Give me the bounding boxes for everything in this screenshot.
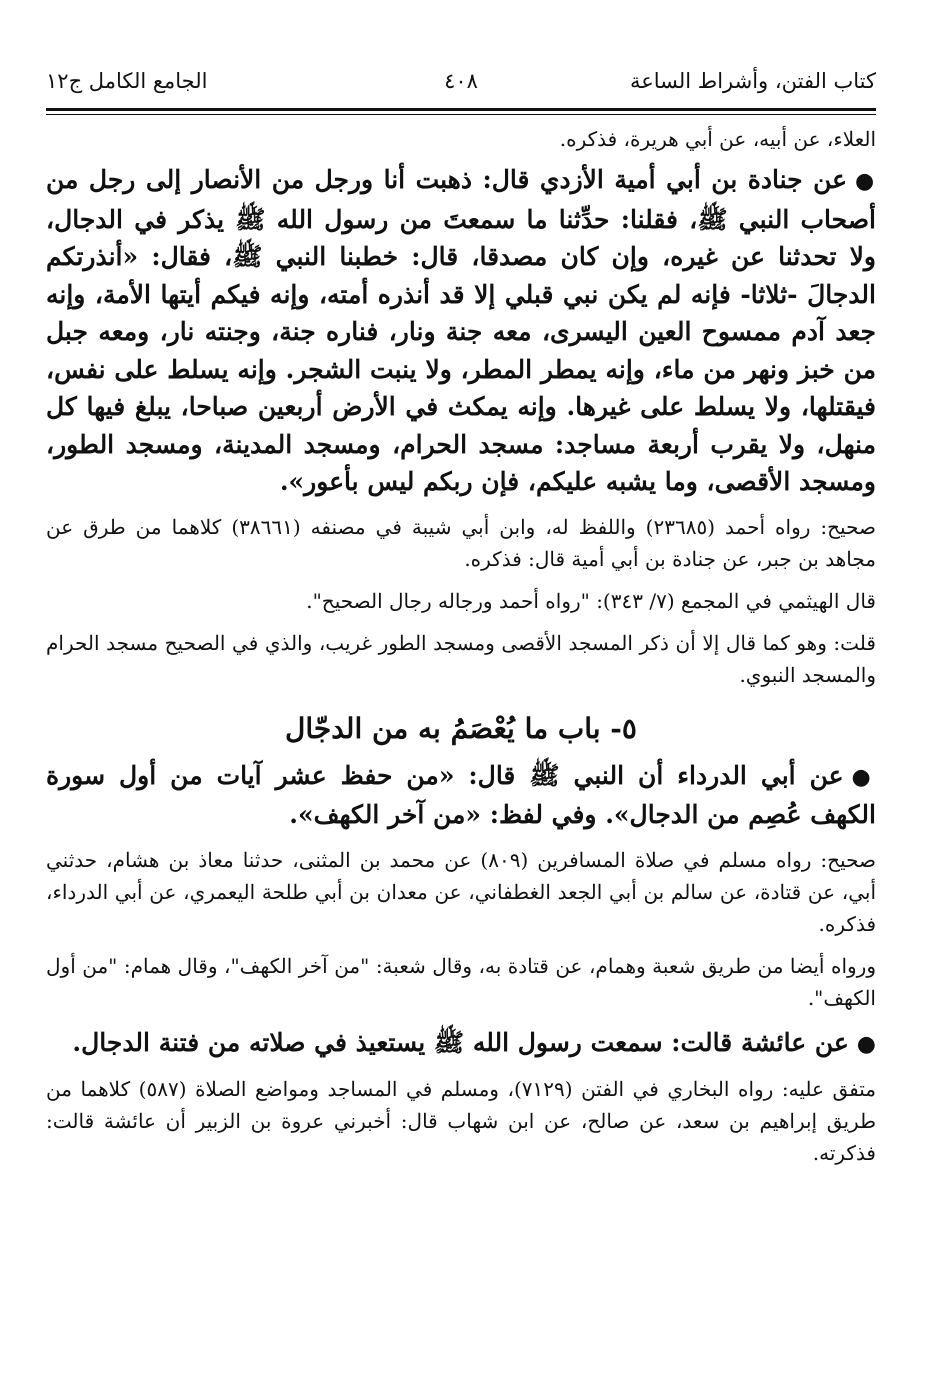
running-header bbox=[46, 58, 876, 104]
takhrij-note: متفق عليه: رواه البخاري في الفتن (٧١٢٩)، ومسلم في المساجد ومواضع الصلاة (٥٨٧) كلاهما من طريق إبراهيم بن سعد، عن صالح، عن ابن شهاب قال: أخبرني عروة بن الزبير أن عائشة قالت: فذكرته. bbox=[46, 1077, 876, 1165]
page-body bbox=[46, 123, 876, 1169]
bullet-icon: ● bbox=[855, 168, 876, 194]
hadith-text: عن أبي الدرداء أن النبي ﷺ قال: «من حفظ عشر آيات من أول سورة الكهف عُصِم من الدجال». وفي لفظ: «من آخر الكهف». bbox=[46, 760, 876, 829]
hadith-paragraph bbox=[46, 757, 876, 834]
hadith-paragraph bbox=[46, 161, 876, 501]
takhrij-note: قال الهيثمي في المجمع (٧/ ٣٤٣): "رواه أحمد ورجاله رجال الصحيح". bbox=[306, 588, 876, 613]
hadith-text: عن جنادة بن أبي أمية الأزدي قال: ذهبت أنا ورجل من الأنصار إلى رجل من أصحاب النبي ﷺ، فقلنا: حدِّثنا ما سمعتَ من رسول الله ﷺ يذكر في الدجال، ولا تحدثنا عن غيره، وإن كان مصدقا، قال: خطبنا النبي ﷺ، فقال: «أنذرتكم الدجالَ -ثلاثا- فإنه لم يكن نبي قبلي إلا قد أنذره أمته، وإنه فيكم أيتها الأمة، وإنه جعد آدم ممسوح العين اليسرى، معه جنة ونار، فناره جنة، وجنته نار، ومعه جبل من خبز ونهر من ماء، وإنه يمطر المطر، ولا ينبت الشجر. وإنه يسلط على نفس، فيقتلها، ولا يسلط على غيرها. وإنه يمكث في الأرض أربعين صباحا، يبلغ فيها كل منهل، ولا يقرب أربعة مساجد: مسجد الحرام، ومسجد المدينة، ومسجد الطور، ومسجد الأقصى، وما يشبه عليكم، فإن ربكم ليس بأعور». bbox=[46, 165, 876, 496]
book-title: كتاب الفتن، وأشراط الساعة bbox=[629, 69, 876, 93]
hadith-paragraph bbox=[46, 1024, 876, 1064]
chapter-heading: ٥- باب ما يُعْصَمُ به من الدجّال bbox=[285, 711, 637, 745]
book-page bbox=[46, 58, 876, 1169]
continuation-text: العلاء، عن أبيه، عن أبي هريرة، فذكره. bbox=[559, 127, 876, 151]
takhrij-note: ورواه أيضا من طريق شعبة وهمام، عن قتادة به، وقال شعبة: "من آخر الكهف"، وقال همام: "من أول الكهف". bbox=[46, 953, 876, 1010]
header-rule-thin bbox=[46, 114, 876, 115]
bullet-icon: ● bbox=[851, 763, 877, 790]
collection-volume: الجامع الكامل ج١٢ bbox=[46, 69, 208, 93]
takhrij-note: صحيح: رواه مسلم في صلاة المسافرين (٨٠٩) عن محمد بن المثنى، حدثنا معاذ بن هشام، حدثني أبي، عن قتادة، عن سالم بن أبي الجعد الغطفاني، عن معدان بن أبي طلحة اليعمري، عن أبي الدرداء، فذكره. bbox=[46, 847, 876, 936]
takhrij-note: صحيح: رواه أحمد (٢٣٦٨٥) واللفظ له، وابن أبي شيبة في مصنفه (٣٨٦٦١) كلاهما من طرق عن مجاهد بن جبر، عن جنادة بن أبي أمية قال: فذكره. bbox=[46, 514, 876, 571]
bullet-icon: ● bbox=[856, 1030, 876, 1057]
header-rule-thick bbox=[46, 108, 876, 111]
page-number: ٤٠٨ bbox=[444, 69, 478, 93]
hadith-text: عن عائشة قالت: سمعت رسول الله ﷺ يستعيذ في صلاته من فتنة الدجال. bbox=[72, 1027, 849, 1057]
takhrij-note: قلت: وهو كما قال إلا أن ذكر المسجد الأقصى ومسجد الطور غريب، والذي في الصحيح مسجد الحرام والمسجد النبوي. bbox=[46, 630, 876, 687]
